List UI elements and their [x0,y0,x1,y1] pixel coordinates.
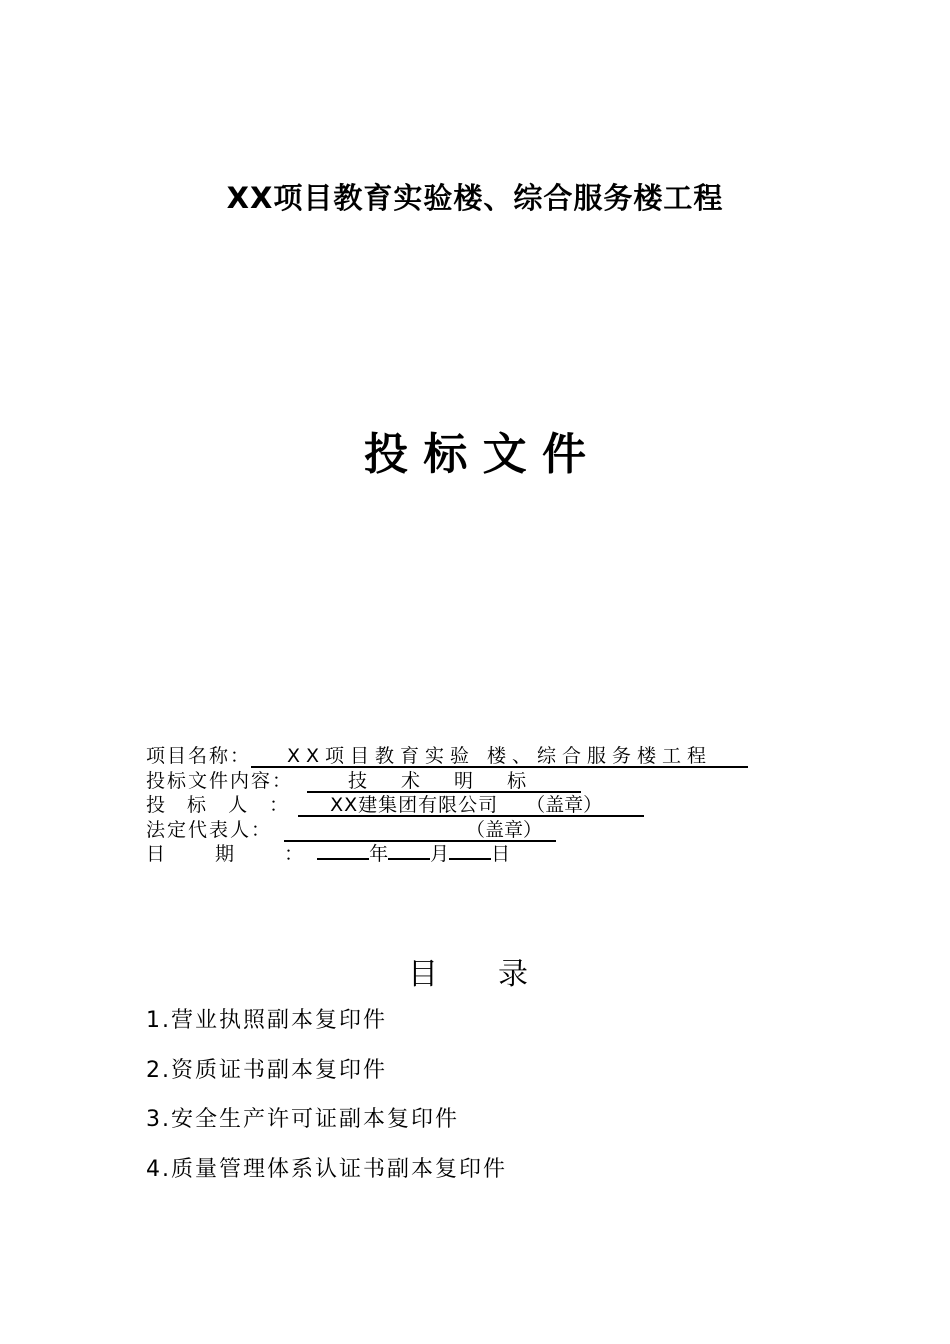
year-blank [317,858,369,860]
toc-list [146,1005,507,1203]
toc-item-3: 3.安全生产许可证副本复印件 [146,1107,459,1132]
legal-rep-label: 法定代表人： [146,818,273,841]
bidder-label: 投 标 人 ： [146,794,297,816]
project-name-row [146,744,846,769]
toc-heading-left: 目 [408,957,438,992]
project-title: XX项目教育实验楼、综合服务楼工程 [226,181,724,215]
bidder-value: XX建集团有限公司 [330,794,499,816]
project-name-value: XX项目教育实验 楼、综合服务楼工程 [251,747,748,768]
content-value: 技 术 明 标 [307,772,581,793]
legal-rep-row [146,818,846,843]
toc-heading [408,949,528,993]
day-blank [449,858,491,860]
content-label: 投标文件内容： [146,769,294,792]
toc-item-2: 2.资质证书副本复印件 [146,1057,387,1083]
toc-item-1: 1.营业执照副本复印件 [146,1008,387,1033]
year-label: 年 [369,843,389,865]
bidder-row [146,793,846,818]
toc-heading-right: 录 [498,957,528,992]
date-row [146,842,846,867]
legal-rep-underline [284,818,556,842]
month-label: 月 [430,843,450,865]
date-label: 日 期 ： [146,843,326,865]
bidder-underline [298,796,644,817]
month-blank [388,858,430,860]
content-row [146,769,846,794]
document-title: 投 标 文 件 [364,429,586,480]
bidder-seal: （盖章） [526,794,603,816]
cover-info-block [146,744,846,867]
project-name-label: 项目名称： [146,745,252,767]
toc-item-4: 4.质量管理体系认证书副本复印件 [146,1156,507,1182]
day-label: 日 [491,843,511,865]
legal-rep-seal: （盖章） [466,818,543,841]
